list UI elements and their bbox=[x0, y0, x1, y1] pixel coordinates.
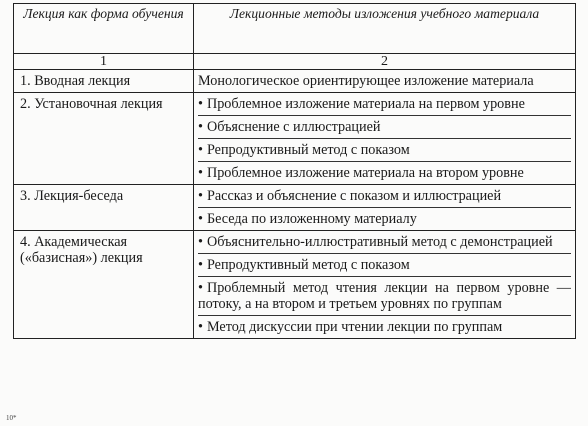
lecture-methods-table bbox=[13, 3, 576, 339]
method-item bbox=[198, 208, 571, 230]
method-item bbox=[198, 162, 571, 184]
method-item bbox=[198, 116, 571, 139]
method-item bbox=[198, 70, 571, 92]
header-row bbox=[14, 4, 576, 54]
method-text: Объяснительно-иллюстративный метод с демонстрацией bbox=[206, 234, 553, 250]
method-text: Репродуктивный метод с показом bbox=[206, 142, 410, 158]
lecture-methods-cell bbox=[194, 185, 576, 231]
column-number-2: 2 bbox=[194, 54, 576, 70]
method-item bbox=[198, 254, 571, 277]
method-text: Проблемное изложение материала на втором уровне bbox=[206, 165, 524, 181]
bullet-icon: • bbox=[198, 188, 203, 204]
method-text: Проблемное изложение материала на первом уровне bbox=[206, 96, 525, 112]
bullet-icon: • bbox=[198, 319, 203, 335]
method-text: Монологическое ориентирующее изложение материала bbox=[198, 73, 534, 89]
method-item bbox=[198, 93, 571, 116]
bullet-icon: • bbox=[198, 280, 203, 296]
method-text: Объяснение с иллюстрацией bbox=[206, 119, 381, 135]
method-text: Репродуктивный метод с показом bbox=[206, 257, 410, 273]
column-number-row bbox=[14, 54, 576, 70]
lecture-form-cell: 2. Установочная лекция bbox=[14, 93, 194, 185]
table-row bbox=[14, 231, 576, 339]
method-item bbox=[198, 139, 571, 162]
method-text: Метод дискуссии при чтении лекции по группам bbox=[206, 319, 503, 335]
method-text: Рассказ и объяснение с показом и иллюстрацией bbox=[206, 188, 502, 204]
method-text: Беседа по изложенному материалу bbox=[206, 211, 417, 227]
table-row bbox=[14, 70, 576, 93]
method-item bbox=[198, 277, 571, 316]
header-lecture-methods: Лекционные методы изложения учебного материала bbox=[194, 4, 576, 54]
bullet-icon: • bbox=[198, 142, 203, 158]
bullet-icon: • bbox=[198, 234, 203, 250]
lecture-methods-cell bbox=[194, 93, 576, 185]
method-item bbox=[198, 316, 571, 338]
method-text: Проблемный метод чтения лекции на первом уровне — потоку, а на втором и третьем уровнях по группам bbox=[198, 280, 571, 312]
lecture-form-cell: 4. Академическая («базисная») лекция bbox=[14, 231, 194, 339]
table-row bbox=[14, 185, 576, 231]
bullet-icon: • bbox=[198, 119, 203, 135]
header-lecture-form: Лекция как форма обучения bbox=[14, 4, 194, 54]
lecture-form-cell: 1. Вводная лекция bbox=[14, 70, 194, 93]
bullet-icon: • bbox=[198, 211, 203, 227]
page-footnote: 10* bbox=[6, 414, 17, 422]
method-item bbox=[198, 231, 571, 254]
method-item bbox=[198, 185, 571, 208]
bullet-icon: • bbox=[198, 96, 203, 112]
lecture-methods-cell bbox=[194, 231, 576, 339]
table-row bbox=[14, 93, 576, 185]
bullet-icon: • bbox=[198, 165, 203, 181]
column-number-1: 1 bbox=[14, 54, 194, 70]
bullet-icon: • bbox=[198, 257, 203, 273]
lecture-form-cell: 3. Лекция-беседа bbox=[14, 185, 194, 231]
lecture-methods-cell bbox=[194, 70, 576, 93]
